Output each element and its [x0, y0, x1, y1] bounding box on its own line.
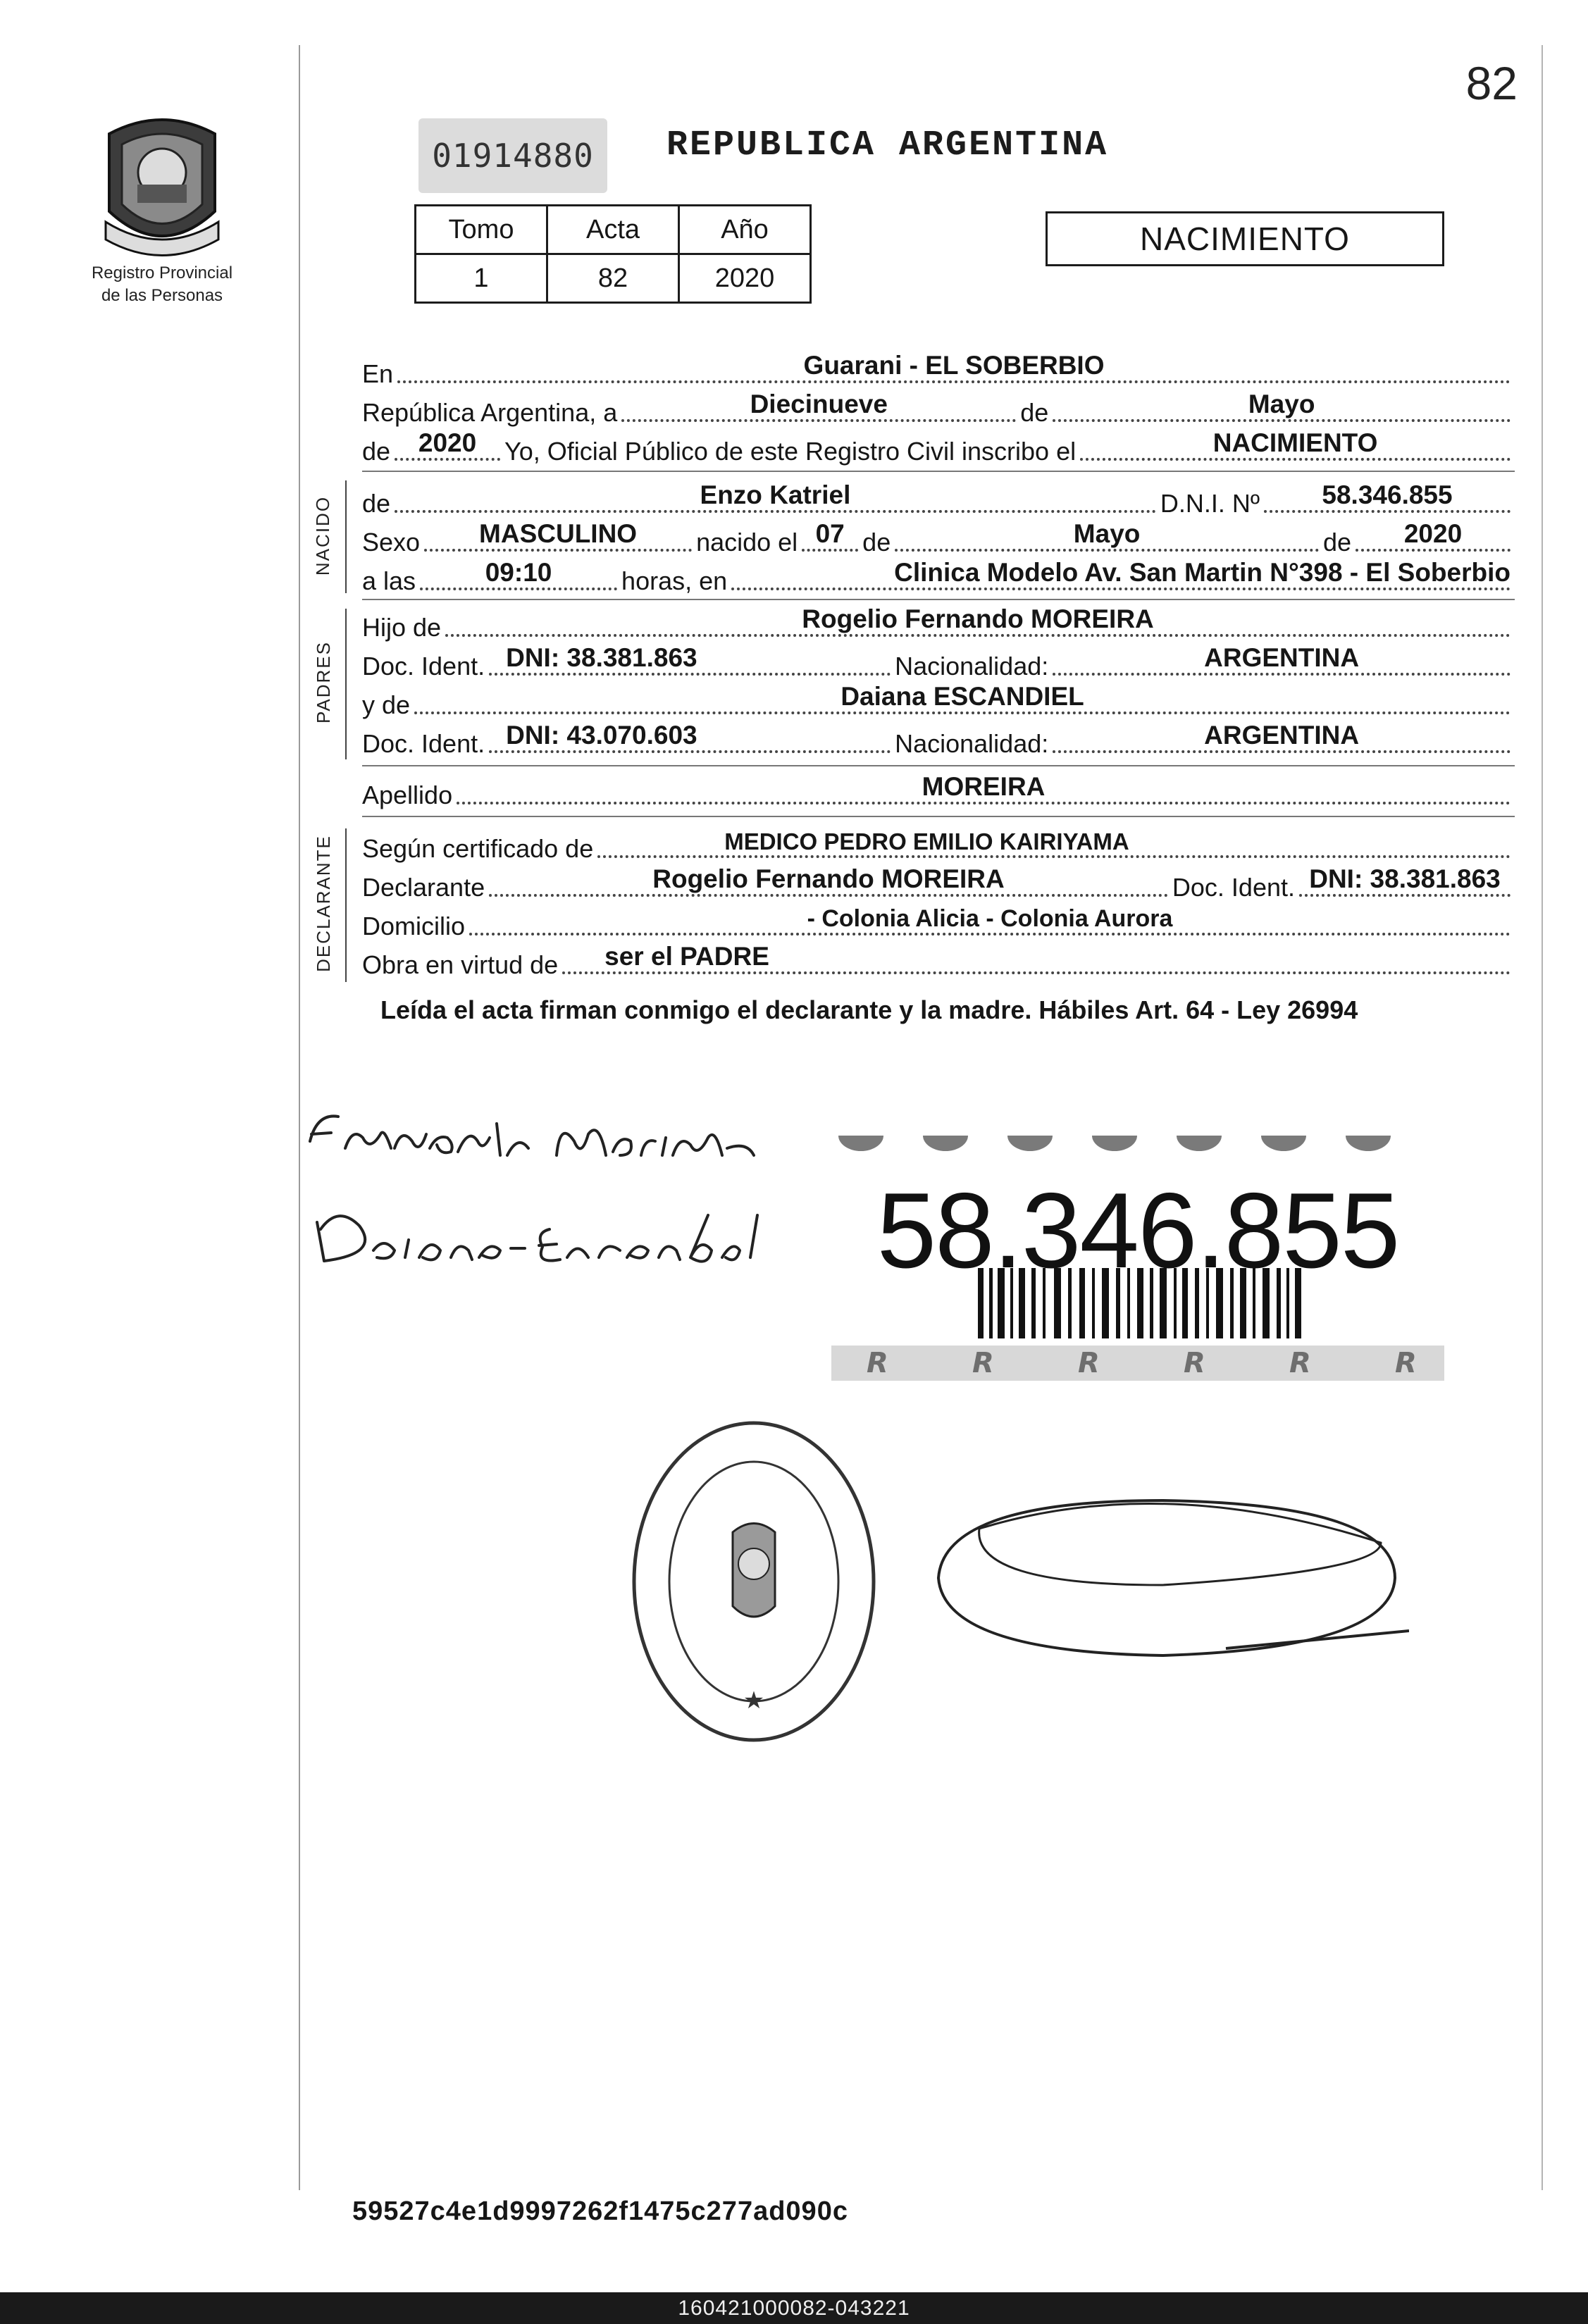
nacido-mes: Mayo: [1073, 519, 1141, 548]
serial-number: 01914880: [418, 118, 607, 193]
row-sexo: Sexo MASCULINO nacido el 07 de Mayo de 2020: [362, 521, 1511, 557]
signatures: [296, 1099, 803, 1310]
page-frame-right: [1542, 45, 1543, 2190]
delegation-stamp: [627, 1416, 881, 1747]
row-padre-doc: Doc. Ident. DNI: 38.381.863 Nacionalidad: ARGENTINA: [362, 645, 1511, 681]
svg-text:R: R: [1078, 1347, 1100, 1379]
ref-value-tomo: 1: [416, 254, 547, 303]
row-madre: y de Daiana ESCANDIEL: [362, 683, 1511, 720]
row-madre-doc: Doc. Ident. DNI: 43.070.603 Nacionalidad: ARGENTINA: [362, 722, 1511, 759]
row-declarante: Declarante Rogelio Fernando MOREIRA Doc. Ident. DNI: 38.381.863: [362, 866, 1511, 902]
declarante-doc: DNI: 38.381.863: [1309, 864, 1501, 893]
issuer-line-1: Registro Provincial: [91, 263, 233, 282]
padre-nac: ARGENTINA: [1204, 643, 1360, 672]
band-bottom: [831, 1346, 1444, 1381]
row-republica: República Argentina, a Diecinueve de Mayo: [362, 391, 1511, 428]
page-number: 82: [1465, 57, 1518, 109]
svg-text:R: R: [1289, 1347, 1311, 1379]
misiones-shield-icon: [95, 106, 229, 261]
ref-header-tomo: Tomo: [416, 206, 547, 254]
apellido-value: MOREIRA: [922, 772, 1046, 801]
dni-sticker-number: 58.346.855: [876, 1171, 1399, 1291]
ref-header-acta: Acta: [547, 206, 679, 254]
document-hash: 59527c4e1d9997262f1475c277ad090c: [352, 2196, 848, 2226]
svg-text:★: ★: [743, 1687, 765, 1714]
row-padre: Hijo de Rogelio Fernando MOREIRA: [362, 606, 1511, 642]
sexo-value: MASCULINO: [479, 519, 638, 548]
band-top-pattern: [838, 1136, 1391, 1151]
padre-doc: DNI: 38.381.863: [506, 643, 697, 672]
row-en: En Guarani - EL SOBERBIO: [362, 352, 1511, 389]
legal-text: Leída el acta firman conmigo el declarante y la madre. Hábiles Art. 64 - Ley 26994: [380, 995, 1358, 1024]
row-oficial: de 2020 Yo, Oficial Público de este Registro Civil inscribo el NACIMIENTO: [362, 430, 1511, 466]
mother-signature: [317, 1215, 757, 1262]
certificado-value: MEDICO PEDRO EMILIO KAIRIYAMA: [724, 828, 1129, 855]
section-declarante: DECLARANTE: [312, 834, 334, 972]
svg-text:R: R: [972, 1347, 994, 1379]
nacido-anio: 2020: [1403, 519, 1463, 548]
document-type: NACIMIENTO: [1046, 211, 1444, 266]
ref-value-acta: 82: [547, 254, 679, 303]
anio-value: 2020: [418, 428, 477, 457]
footer-code: 160421000082-043221: [0, 2292, 1588, 2324]
reference-table: [414, 204, 812, 304]
mes-value: Mayo: [1248, 390, 1315, 418]
father-signature: [310, 1116, 754, 1155]
dni-value: 58.346.855: [1322, 480, 1453, 509]
domicilio-value: - Colonia Alicia - Colonia Aurora: [807, 905, 1173, 932]
svg-text:R: R: [867, 1347, 888, 1379]
section-nacido: NACIDO: [312, 495, 334, 576]
issuer-line-2: de las Personas: [101, 286, 223, 305]
padre-value: Rogelio Fernando MOREIRA: [802, 604, 1154, 633]
authorization-stamp: [930, 1472, 1409, 1698]
row-hora: a las 09:10 horas, en Clinica Modelo Av. San Martin N°398 - El Soberbio: [362, 558, 1511, 595]
nacido-dia: 07: [815, 519, 845, 548]
declarante-value: Rogelio Fernando MOREIRA: [652, 864, 1005, 893]
country-title: REPUBLICA ARGENTINA: [666, 125, 1109, 166]
svg-text:R: R: [1395, 1347, 1417, 1379]
provincial-seal: [70, 106, 254, 317]
row-certificado: Según certificado de MEDICO PEDRO EMILIO KAIRIYAMA: [362, 827, 1511, 864]
inscribo-value: NACIMIENTO: [1212, 428, 1378, 457]
ref-value-anio: 2020: [679, 254, 811, 303]
row-apellido: Apellido MOREIRA: [362, 773, 1511, 810]
en-value: Guarani - EL SOBERBIO: [803, 351, 1105, 380]
madre-doc: DNI: 43.070.603: [506, 721, 697, 750]
lugar-value: Clinica Modelo Av. San Martin N°398 - El Soberbio: [894, 558, 1511, 587]
dia-value: Diecinueve: [750, 390, 888, 418]
madre-value: Daiana ESCANDIEL: [840, 682, 1084, 711]
hora-value: 09:10: [485, 558, 552, 587]
ref-header-anio: Año: [679, 206, 811, 254]
nombre-value: Enzo Katriel: [700, 480, 851, 509]
obra-value: ser el PADRE: [604, 942, 769, 971]
madre-nac: ARGENTINA: [1204, 721, 1360, 750]
row-obra: Obra en virtud de ser el PADRE: [362, 943, 1511, 980]
svg-text:R: R: [1184, 1347, 1205, 1379]
row-nombre: de Enzo Katriel D.N.I. Nº 58.346.855: [362, 482, 1511, 518]
row-domicilio: Domicilio - Colonia Alicia - Colonia Aurora: [362, 905, 1511, 941]
section-padres: PADRES: [312, 640, 334, 723]
dni-sticker: [831, 1120, 1444, 1381]
